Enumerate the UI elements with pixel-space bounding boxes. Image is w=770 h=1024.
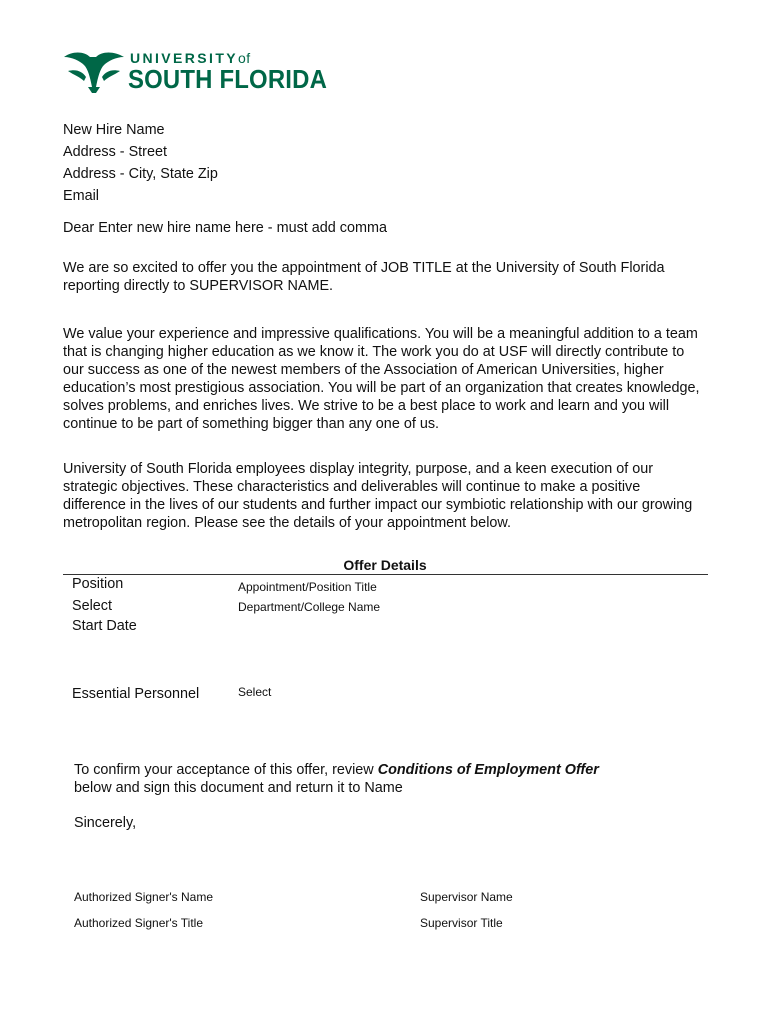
logo-of-word: of <box>238 50 251 66</box>
usf-bull-horns-icon <box>62 47 126 95</box>
employees-paragraph: University of South Florida employees display integrity, purpose, and a keen execution of our strategic objectives. These characteristics and deliverables will continue to make a positive difference in the lives of our students and further impact our symbiotic relationship with our growing metropolitan region. Please see the details of your appointment below. <box>63 461 693 531</box>
position-title-field[interactable]: Appointment/Position Title <box>238 580 377 594</box>
greeting-line <box>63 220 387 236</box>
new-hire-name-field[interactable]: Enter new hire name here - must add comma <box>98 220 387 236</box>
start-date-label: Start Date <box>72 618 137 634</box>
confirm-prefix: To confirm your acceptance of this offer, review <box>74 762 374 778</box>
authorized-signer-title[interactable]: Authorized Signer's Title <box>74 916 204 930</box>
select-dropdown[interactable]: Select <box>72 598 112 614</box>
offer-divider <box>63 574 708 575</box>
offer-details-heading: Offer Details <box>343 557 427 573</box>
supervisor-title[interactable]: Supervisor Title <box>420 916 503 930</box>
recipient-city-state-zip[interactable]: Address - City, State Zip <box>63 166 218 182</box>
value-paragraph: We value your experience and impressive qualifications. You will be a meaningful addition to a team that is changing higher education as we know it. The work you do at USF will directly contribute to our success as one of the newest members of the Association of American Universities, higher education’s most prestigious association. You will be part of an organization that creates knowledge, solves problems, and enriches lives. We strive to be a best place to work and learn and you will continue to be part of something bigger than any one of us. <box>63 326 700 432</box>
authorized-signer-name[interactable]: Authorized Signer's Name <box>74 890 214 904</box>
return-to-name-field[interactable]: Name <box>364 780 403 796</box>
greeting-dear: Dear <box>63 220 95 236</box>
essential-personnel-select[interactable]: Select <box>238 685 272 699</box>
recipient-street[interactable]: Address - Street <box>63 144 167 160</box>
conditions-of-employment-link[interactable]: Conditions of Employment Offer <box>377 762 599 778</box>
logo-university-word: UNIVERSITY <box>130 50 239 66</box>
sincerely: Sincerely, <box>74 815 137 831</box>
confirm-paragraph <box>74 761 694 797</box>
position-label: Position <box>72 576 124 592</box>
supervisor-name[interactable]: Supervisor Name <box>420 890 513 904</box>
intro-paragraph: We are so excited to offer you the appointment of JOB TITLE at the University of South Florida reporting directly to SUPERVISOR NAME. <box>63 260 665 294</box>
recipient-name[interactable]: New Hire Name <box>63 122 165 138</box>
logo-south-florida-text: SOUTH FLORIDA <box>128 64 328 94</box>
essential-personnel-label: Essential Personnel <box>72 686 200 702</box>
department-field[interactable]: Department/College Name <box>238 600 381 614</box>
recipient-email[interactable]: Email <box>63 188 99 204</box>
confirm-suffix: below and sign this document and return it to <box>74 780 361 796</box>
